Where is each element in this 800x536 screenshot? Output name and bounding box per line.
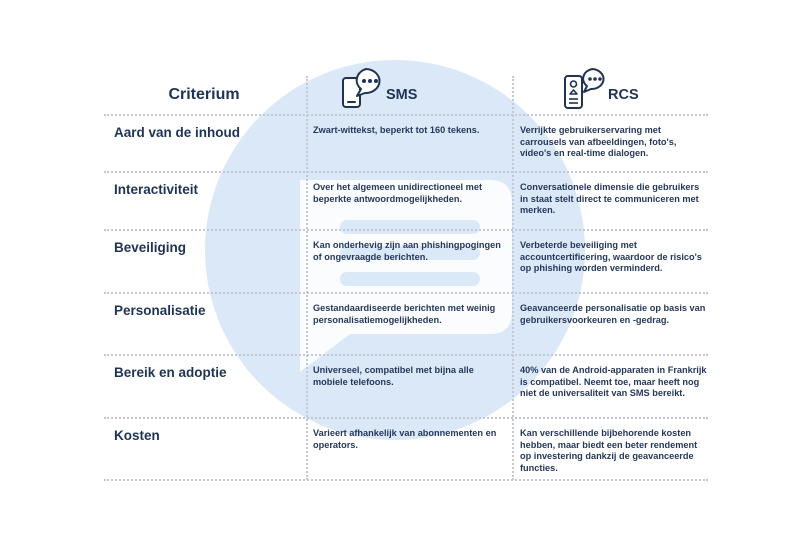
sms-cell: Universeel, compatibel met bijna alle mobiele telefoons. (313, 365, 474, 387)
sms-cell: Varieert afhankelijk van abonnementen en operators. (313, 428, 497, 450)
rcs-heading: RCS (608, 87, 639, 103)
sms-cell: Zwart-wittekst, beperkt tot 160 tekens. (313, 125, 480, 135)
rcs-cell: Kan verschillende bijbehorende kosten hebben, maar biedt een beter rendement op investering dankzij de geavanceerde functies. (520, 428, 698, 473)
table-row (104, 417, 708, 481)
criterion-label: Kosten (114, 428, 160, 443)
table-row (104, 114, 708, 171)
criterion-label: Personalisatie (114, 303, 206, 318)
sms-cell: Kan onderhevig zijn aan phishingpogingen of ongevraagde berichten. (313, 240, 501, 262)
table-header (104, 70, 708, 114)
criterion-label: Interactiviteit (114, 182, 199, 197)
rich-chat-phone-icon (562, 66, 606, 110)
sms-cell: Gestandaardiseerde berichten met weinig personalisatiemogelijkheden. (313, 303, 496, 325)
header-criterion (104, 70, 304, 114)
table-row (104, 354, 708, 417)
rcs-cell: Verrijkte gebruikerservaring met carrousels van afbeeldingen, foto's, video's en real-time dialogen. (520, 125, 677, 158)
sms-cell: Over het algemeen unidirectioneel met beperkte antwoordmogelijkheden. (313, 182, 482, 204)
table-row (104, 229, 708, 292)
rcs-cell: Conversationele dimensie die gebruikers in staat stelt direct te communiceren met merken. (520, 182, 700, 215)
rcs-cell: 40% van de Android-apparaten in Frankrijk is compatibel. Neemt toe, maar heeft nog niet de universaliteit van SMS bereikt. (520, 365, 707, 398)
chat-phone-icon (340, 66, 384, 110)
criterion-label: Bereik en adoptie (114, 365, 227, 380)
table-row (104, 171, 708, 229)
sms-heading: SMS (386, 87, 418, 103)
header-sms (306, 70, 510, 114)
rcs-cell: Verbeterde beveiliging met accountcertificering, waardoor de risico's op phishing worden verminderd. (520, 240, 702, 273)
criterion-label: Aard van de inhoud (114, 125, 241, 140)
comparison-table (104, 70, 708, 481)
table-row (104, 292, 708, 354)
criterion-label: Beveiliging (114, 240, 187, 255)
header-rcs (512, 70, 708, 114)
criterion-heading: Criterium (168, 86, 240, 103)
rcs-cell: Geavanceerde personalisatie op basis van gebruikersvoorkeuren en -gedrag. (520, 303, 706, 325)
